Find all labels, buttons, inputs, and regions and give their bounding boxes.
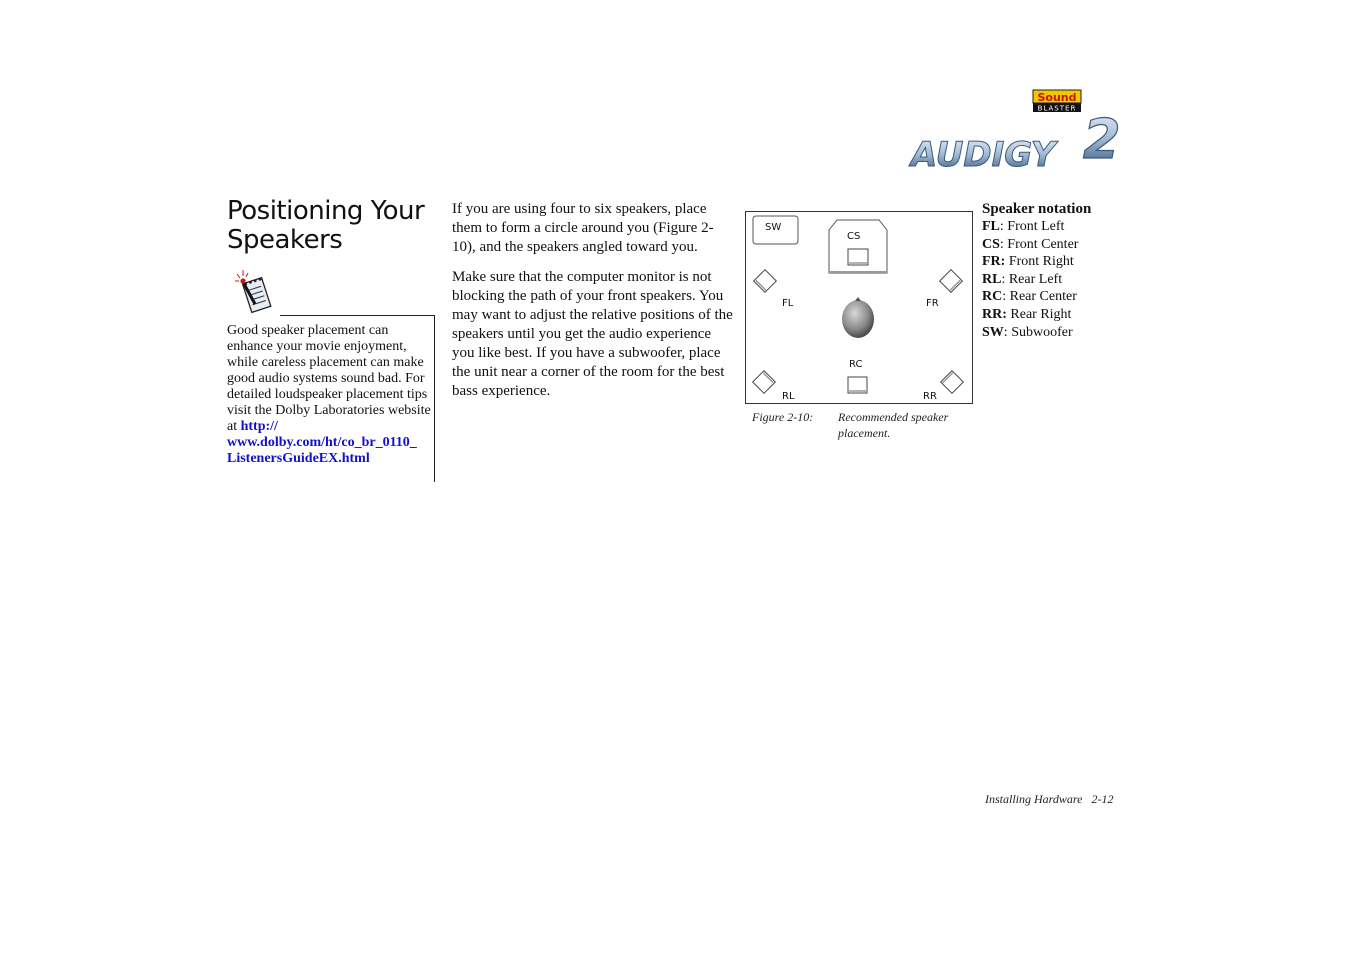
notation-title: Speaker notation <box>982 201 1092 217</box>
label-fr: FR <box>926 298 939 309</box>
body-paragraph-1: If you are using four to six speakers, place them to form a circle around you (Figure 2-10), and the speakers angled toward you. <box>452 201 714 255</box>
logo-audigy-text: AUDIGY <box>911 135 1056 175</box>
speaker-placement-figure <box>745 211 973 404</box>
notation-abbr: RL <box>982 271 1002 287</box>
notation-name: Front Right <box>1008 254 1074 270</box>
dolby-link-line1: http:// <box>240 419 278 434</box>
figure-caption-number: Figure 2-10: <box>752 410 814 424</box>
page-footer <box>985 792 1113 807</box>
notation-name: Rear Center <box>1009 289 1077 305</box>
label-rc: RC <box>849 359 863 370</box>
notation-item <box>982 218 1142 236</box>
tip-note <box>227 323 431 467</box>
notation-abbr: RR: <box>982 306 1007 322</box>
notation-sep: : <box>1001 271 1006 287</box>
notation-name: Subwoofer <box>1011 324 1073 340</box>
figure-caption-text: Recommended speaker placement. <box>838 410 949 440</box>
notation-sep: : <box>999 219 1004 234</box>
notation-item <box>982 306 1142 324</box>
listener-head <box>842 300 874 338</box>
dolby-link-line3: ListenersGuideEX.html <box>227 451 370 466</box>
speaker-notation <box>982 200 1142 341</box>
label-rr: RR <box>923 391 937 402</box>
notation-sep: : <box>999 236 1004 252</box>
notation-item <box>982 253 1142 271</box>
notation-abbr: FR: <box>982 254 1006 270</box>
page-title: Positioning Your Speakers <box>227 196 425 255</box>
notepad-pen-icon <box>233 268 277 318</box>
body-paragraph-2: Make sure that the computer monitor is not blocking the path of your front speakers. You may want to adjust the relative positions of the speakers until you get the audio experience you like best. If you have a subwoofer, place the unit near a corner of the room for the best bass experience. <box>452 269 733 399</box>
notation-name: Front Center <box>1007 236 1079 252</box>
logo-blaster-text: BLASTER <box>1037 104 1077 113</box>
notation-item <box>982 288 1142 306</box>
label-cs: CS <box>847 231 861 242</box>
logo-two-text: 2 <box>1083 108 1121 171</box>
label-sw: SW <box>765 222 782 233</box>
notation-abbr: SW <box>982 324 1004 340</box>
logo-sound-text: Sound <box>1037 91 1077 104</box>
label-rl: RL <box>782 391 795 402</box>
note-rule-side <box>434 315 435 482</box>
notation-sep: : <box>1003 324 1008 340</box>
tip-note-text: Good speaker placement can enhance your movie enjoyment, while careless placement can make good audio systems sound bad. For detailed loudspeaker placement tips visit the Dolby Laboratories website at <box>227 323 431 434</box>
notation-name: Rear Left <box>1008 271 1063 287</box>
audigy2-logo <box>905 86 1135 178</box>
notation-sep: : <box>1002 289 1007 305</box>
footer-page-number: 2-12 <box>1091 792 1114 806</box>
notation-item <box>982 324 1142 342</box>
notation-name: Front Left <box>1007 219 1065 234</box>
notation-name: Rear Right <box>1010 306 1072 322</box>
notation-abbr: CS <box>982 236 1000 252</box>
note-rule-top <box>280 315 435 316</box>
footer-section: Installing Hardware <box>985 792 1083 806</box>
label-fl: FL <box>782 298 794 309</box>
body-text <box>452 200 737 412</box>
dolby-guide-link[interactable] <box>227 419 417 466</box>
notation-item <box>982 236 1142 254</box>
notation-item <box>982 271 1142 289</box>
notation-abbr: RC <box>982 289 1003 305</box>
dolby-link-line2: www.dolby.com/ht/co_br_0110_ <box>227 435 417 450</box>
notation-abbr: FL <box>982 219 1000 234</box>
